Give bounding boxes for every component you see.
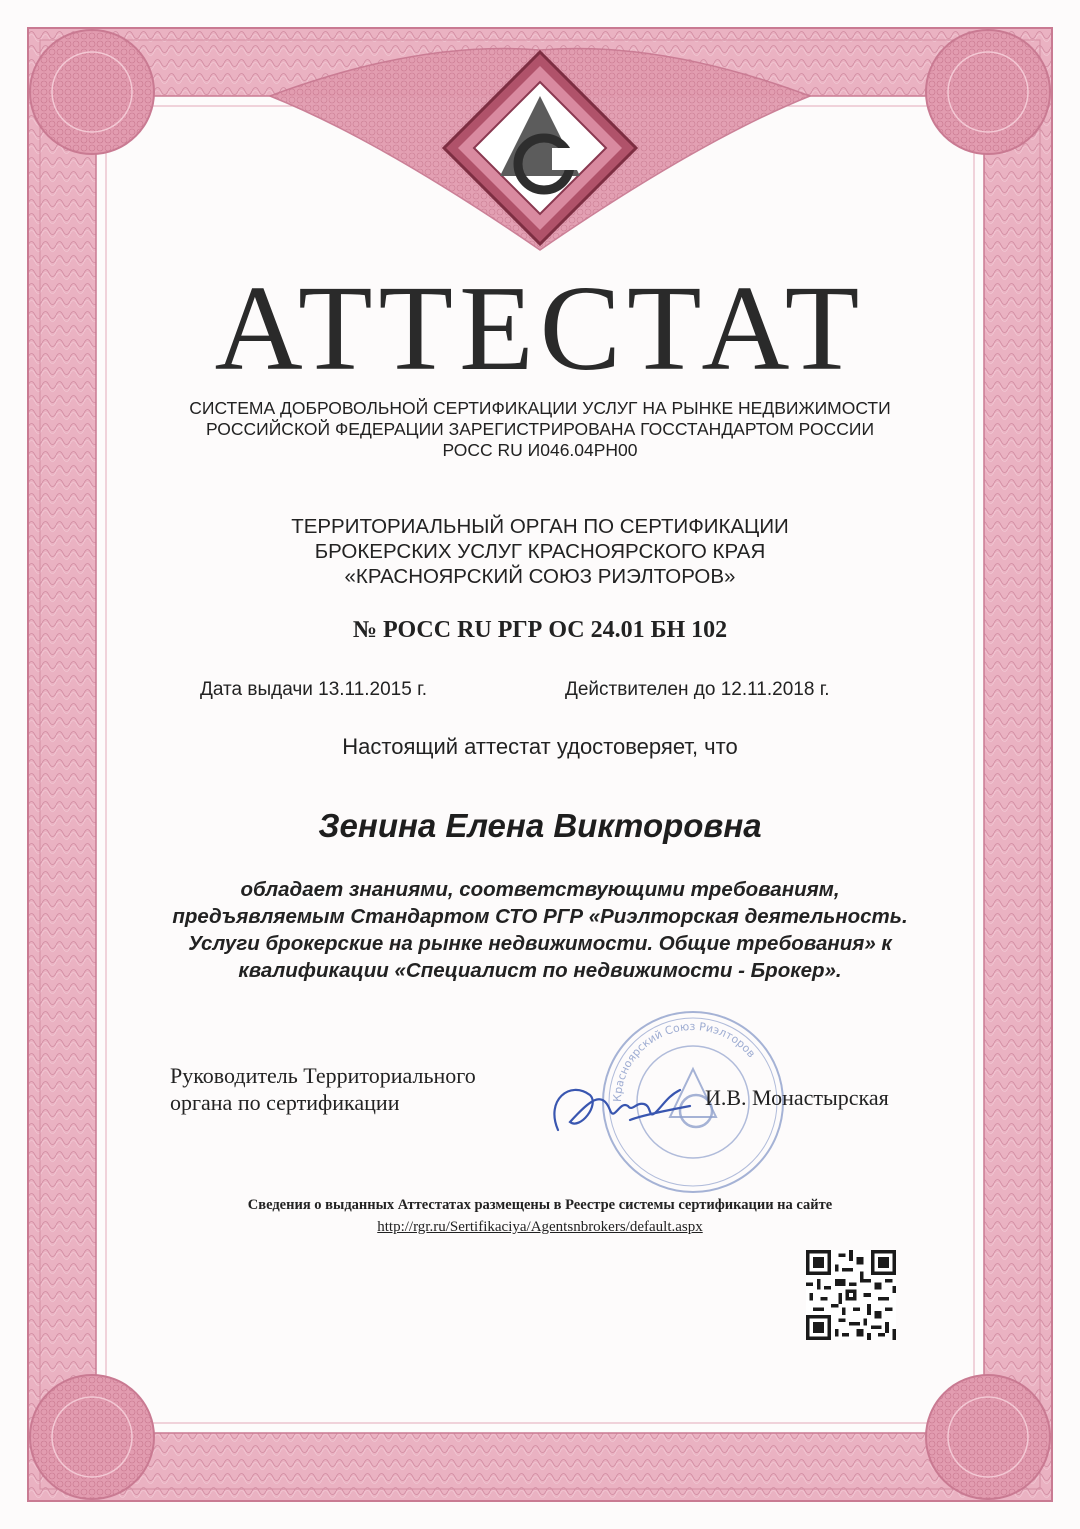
- system-line: СИСТЕМА ДОБРОВОЛЬНОЙ СЕРТИФИКАЦИИ УСЛУГ НА РЫНКЕ НЕДВИЖИМОСТИ: [189, 398, 891, 418]
- qr-code-icon: [806, 1250, 896, 1340]
- valid-until-date: Действителен до 12.11.2018 г.: [565, 679, 830, 700]
- qualification-line: предъявляемым Стандартом СТО РГР «Риэлторская деятельность.: [172, 905, 908, 928]
- holder-name: Зенина Елена Викторовна: [318, 807, 762, 844]
- signatory-title: [170, 1062, 476, 1116]
- signatory-title-line: Руководитель Территориального: [170, 1063, 476, 1088]
- org-line: ТЕРРИТОРИАЛЬНЫЙ ОРГАН ПО СЕРТИФИКАЦИИ: [291, 515, 789, 538]
- registry-link[interactable]: http://rgr.ru/Sertifikaciya/Agentsnbrokers/default.aspx: [377, 1219, 703, 1235]
- certifies-statement: Настоящий аттестат удостоверяет, что: [342, 734, 738, 759]
- org-line: «КРАСНОЯРСКИЙ СОЮЗ РИЭЛТОРОВ»: [344, 565, 736, 588]
- qualification-line: Услуги брокерские на рынке недвижимости. Общие требования» к: [188, 932, 892, 955]
- qualification-text: [0, 876, 1080, 984]
- certification-system-block: [0, 398, 1080, 461]
- signatory-name: И.В. Монастырская: [705, 1085, 889, 1110]
- org-line: БРОКЕРСКИХ УСЛУГ КРАСНОЯРСКОГО КРАЯ: [314, 540, 766, 563]
- territorial-body-block: [0, 514, 1080, 589]
- qualification-line: обладает знаниями, соответствующими требованиям,: [240, 878, 840, 901]
- logo-letters: АС: [539, 176, 541, 177]
- document-title: АТТЕСТАТ: [214, 261, 866, 396]
- handwritten-signature: [540, 1060, 700, 1150]
- qualification-line: квалификации «Специалист по недвижимости - Брокер».: [238, 959, 842, 982]
- certificate-number: № РОСС RU РГР ОС 24.01 БН 102: [352, 617, 728, 643]
- issue-date: Дата выдачи 13.11.2015 г.: [200, 679, 427, 700]
- registry-note: Сведения о выданных Аттестатах размещены в Реестре системы сертификации на сайте: [247, 1197, 833, 1213]
- signatory-title-line: органа по сертификации: [170, 1090, 400, 1115]
- seal-text: Красноярский Союз Риэлторов: [610, 1019, 758, 1103]
- system-line: РОСС RU И046.04РН00: [442, 440, 638, 460]
- system-line: РОССИЙСКОЙ ФЕДЕРАЦИИ ЗАРЕГИСТРИРОВАНА ГОССТАНДАРТОМ РОССИИ: [205, 419, 875, 439]
- as-logo: [440, 48, 640, 248]
